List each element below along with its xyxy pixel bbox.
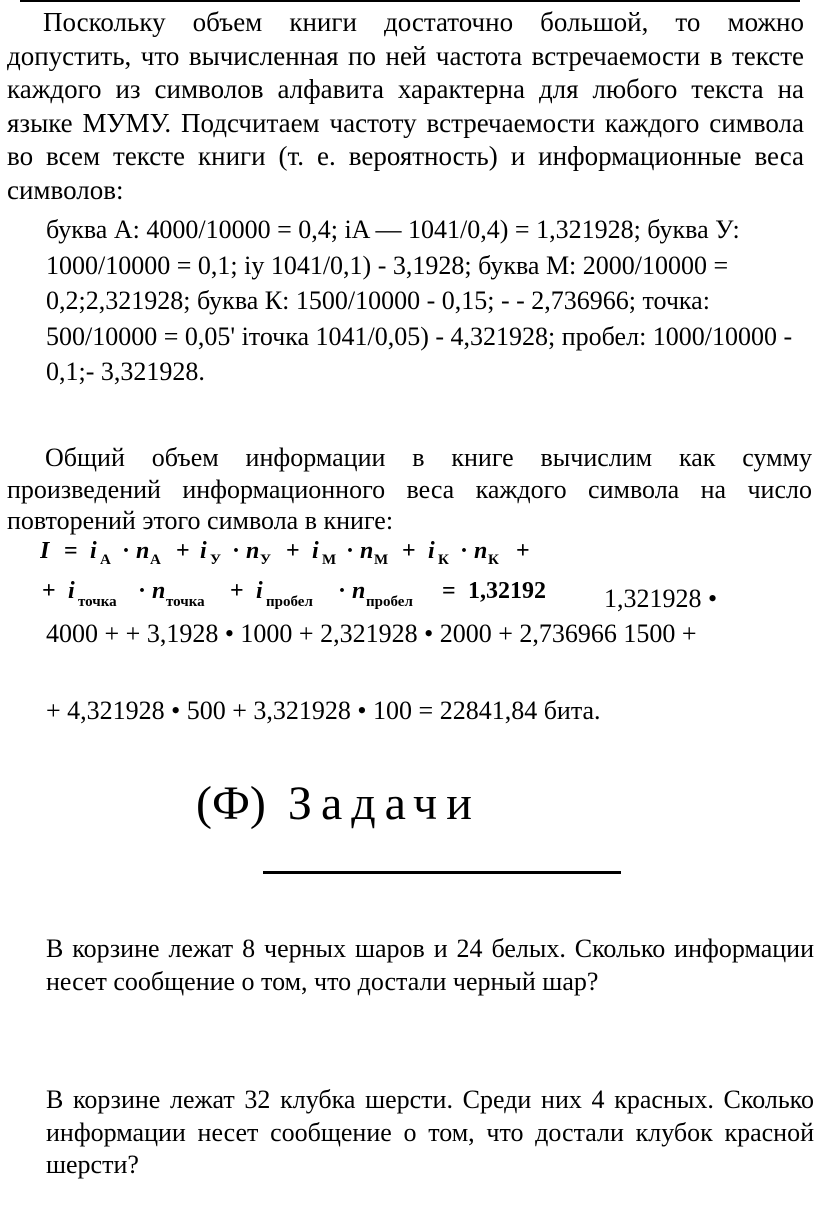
formula-dot: · [338,578,347,604]
formula-sub: точка [78,594,117,610]
formula-sub: У [210,552,222,568]
task-1: В корзине лежат 8 черных шаров и 24 белых. Сколько информации несет сообщение о том, что достали черный шар? [46,934,814,996]
section-heading [196,776,481,831]
formula-sub: М [322,552,337,568]
formula-n: n [360,538,374,564]
formula-eq: = [442,578,456,604]
formula-i: i [200,538,207,564]
calculation-paragraph: буква А: 4000/10000 = 0,4; iA — 1041/0,4) = 1,321928; буква У: 1000/10000 = 0,1; iy 1041/0,1) - 3,1928; буква М: 2000/10000 = 0,2;2,321928; буква К: 1500/10000 - 0,15; - - 2,736966; точка: 500/10000 = 0,05' iточка 1041/0,05) - 4,321928; пробел: 1000/10000 - 0,1;- 3,321928. [46,215,793,386]
formula-eq: = [64,538,78,564]
formula-n: n [352,578,366,604]
top-rule [20,0,800,2]
formula-plus: + [176,538,190,564]
formula-dot: · [232,538,241,564]
formula-i: i [428,538,435,564]
intro-paragraph: Поскольку объем книги достаточно большой, то можно допустить, что вычисленная по ней частота встречаемости в тексте каждого из символов алфавита характерна для любого текста на языке МУМУ. Подсчитаем частоту встречаемости каждого символа во всем тексте книги (т. е. вероятность) и информационные веса символов: [7,7,804,205]
formula-plus: + [42,578,56,604]
heading-underline [263,871,621,874]
formula-plus: + [516,538,530,564]
formula-line2: 4000 + + 3,1928 • 1000 + 2,321928 • 2000 + 2,736966 1500 + [46,619,697,648]
formula-sub: К [438,552,449,568]
task-2: В корзине лежат 32 клубка шерсти. Среди них 4 красных. Сколько информации несет сообщение о том, что достали клубок красной шерсти? [46,1085,814,1179]
formula-dot: · [138,578,147,604]
formula-sub: К [488,552,499,568]
formula-result: 1,32192 [468,578,546,604]
formula-line3: + 4,321928 • 500 + 3,321928 • 100 = 22841,84 бита. [46,696,601,725]
formula-sub: М [374,552,389,568]
formula-i: i [68,578,75,604]
formula-dot: · [460,538,469,564]
formula-dot: · [122,538,131,564]
sum-paragraph: Общий объем информации в книге вычислим как сумму произведений информационного веса каждого символа на число повторений этого символа в книге: [7,443,812,535]
formula-plus: + [402,538,416,564]
formula-i: i [90,538,97,564]
formula-sub: А [100,552,111,568]
heading-title: Задачи [287,777,481,830]
formula-dot: · [346,538,355,564]
formula-sub: пробел [366,594,413,610]
formula-i: i [256,578,263,604]
formula-sub: А [150,552,161,568]
formula-n: n [246,538,260,564]
formula-plus: + [286,538,300,564]
formula-sub: пробел [266,594,313,610]
formula-sub: точка [166,594,205,610]
formula-i: i [312,538,319,564]
formula-n: n [152,578,166,604]
formula-image [40,536,610,616]
formula-I: I [40,538,50,564]
formula-line1-tail: 1,321928 • [604,584,718,613]
heading-letter: (Ф) [196,777,266,830]
formula-n: n [136,538,150,564]
formula-plus: + [230,578,244,604]
formula-sub: У [260,552,272,568]
formula-n: n [474,538,488,564]
